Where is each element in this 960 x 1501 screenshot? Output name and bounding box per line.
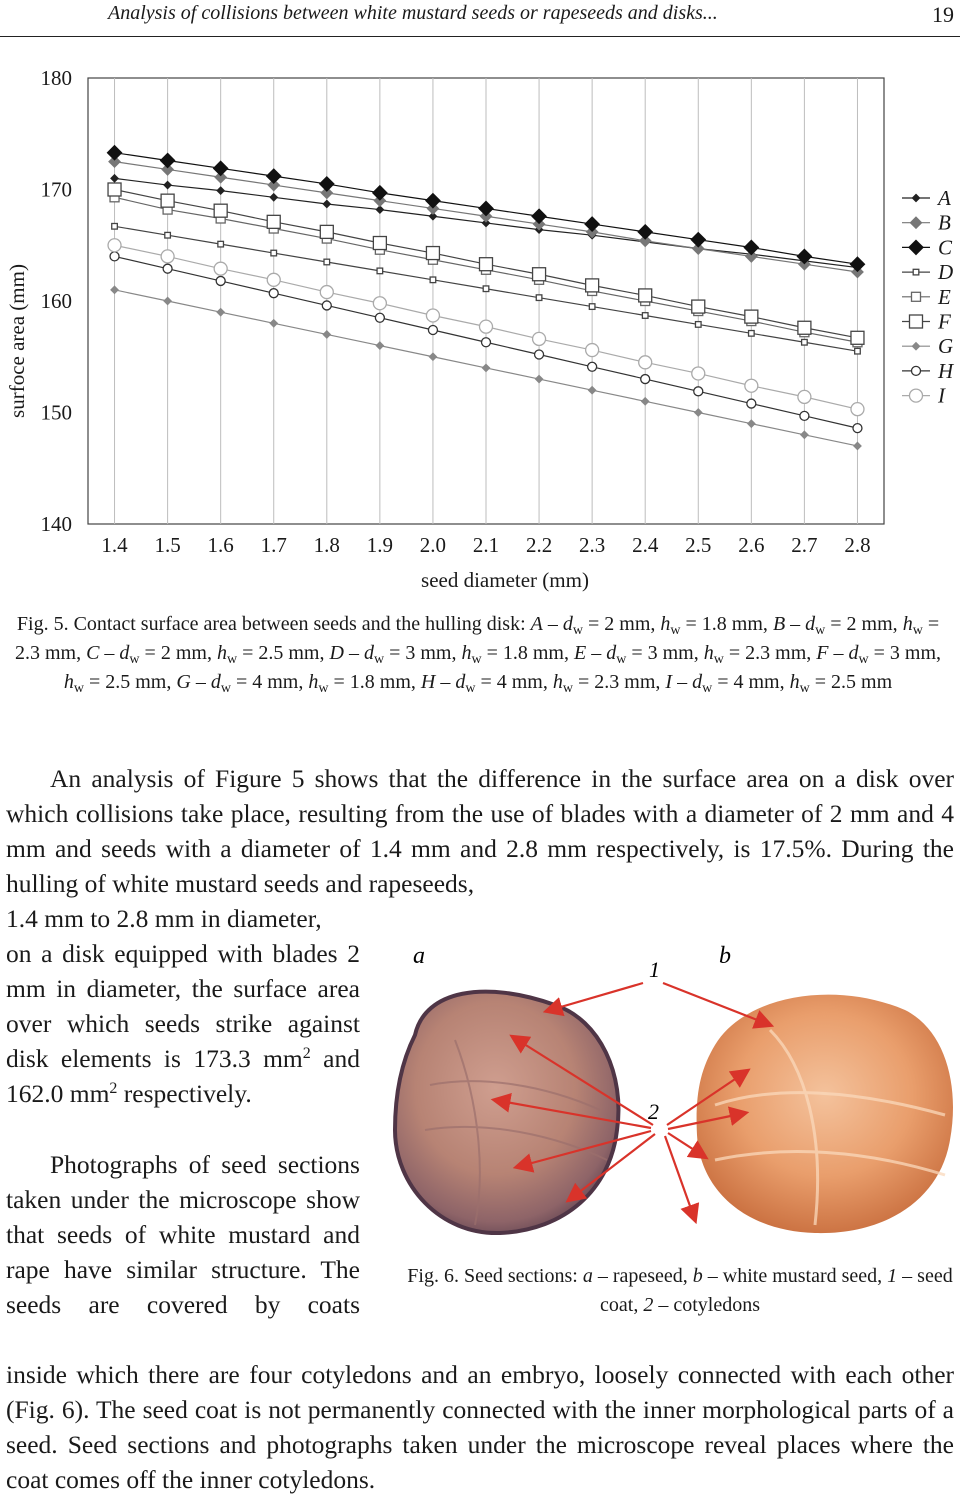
series-d-point-8 bbox=[536, 295, 542, 301]
fig5-line-chart bbox=[0, 40, 960, 600]
y-tick-label-140: 140 bbox=[40, 512, 72, 536]
caption-item-e: $E - d_w = 3$ mm, $h_w = 2.3$ mm, bbox=[574, 642, 817, 667]
series-d-point-4 bbox=[324, 259, 330, 265]
series-a-point-1 bbox=[164, 182, 171, 189]
series-i-point-7 bbox=[480, 320, 493, 333]
caption-item-f: $F - d_w = 3$ mm, $h_w = 2.5$ mm, bbox=[63, 642, 942, 696]
legend-label-b: B bbox=[938, 210, 951, 235]
series-g-point-4 bbox=[323, 331, 330, 338]
x-tick-label-14: 2.8 bbox=[844, 533, 871, 557]
legend-label-a: A bbox=[938, 186, 951, 210]
legend-marker-g bbox=[913, 343, 920, 350]
fig6-label-a: a bbox=[413, 943, 425, 969]
paragraph-1: An analysis of Figure 5 shows that the difference in the surface area on a disk over which collisions take place, resulting from the use of blades with a diameter of 2 mm and 4 mm and seeds with a diameter of 1.4 mm and 2.8 mm respectively, is 17.5%. During the hulling of white mustard seeds and rapeseeds, bbox=[6, 764, 954, 898]
y-tick-label-170: 170 bbox=[40, 177, 72, 202]
series-h-point-0 bbox=[110, 252, 119, 261]
series-f-point-0 bbox=[108, 183, 121, 196]
series-d-point-10 bbox=[642, 313, 648, 319]
fig6-caption-prefix: Fig. 6. Seed sections: bbox=[407, 1265, 578, 1287]
caption-item-c: $C - d_w = 2$ mm, $h_w = 2.5$ mm, bbox=[86, 642, 330, 667]
series-h-point-3 bbox=[269, 289, 278, 298]
series-c-point-10 bbox=[638, 225, 652, 239]
series-c-point-0 bbox=[108, 146, 122, 160]
legend-label-e: E bbox=[938, 284, 951, 309]
paragraph-2 bbox=[6, 936, 360, 1111]
x-tick-label-1: 1.5 bbox=[154, 533, 181, 557]
legend-label-f: F bbox=[938, 309, 951, 334]
series-g-point-5 bbox=[376, 342, 383, 349]
y-tick-label-160: 160 bbox=[40, 289, 72, 313]
running-header bbox=[0, 0, 960, 37]
series-d-point-5 bbox=[377, 268, 383, 274]
fig6-cap-a-text: – rapeseed, bbox=[597, 1265, 688, 1287]
legend-marker-e bbox=[912, 292, 921, 301]
x-tick-label-9: 2.3 bbox=[579, 533, 606, 557]
series-i-point-5 bbox=[373, 297, 386, 310]
legend-marker-d bbox=[913, 269, 919, 275]
series-c-point-5 bbox=[373, 186, 387, 200]
legend-label-c: C bbox=[938, 235, 953, 260]
x-tick-label-12: 2.6 bbox=[738, 533, 765, 557]
legend-marker-f bbox=[910, 315, 923, 328]
fig6-cap-1: 1 bbox=[887, 1265, 898, 1287]
series-d-point-1 bbox=[165, 232, 171, 238]
legend-marker-i bbox=[910, 389, 923, 402]
x-axis-label: seed diameter (mm) bbox=[421, 568, 589, 592]
series-i-point-1 bbox=[161, 250, 174, 263]
series-h-point-1 bbox=[163, 264, 172, 273]
series-d-point-13 bbox=[802, 339, 808, 345]
rapeseed-section bbox=[395, 992, 618, 1233]
fig6-cap-b-text: – white mustard seed, bbox=[707, 1265, 883, 1287]
series-d-point-7 bbox=[483, 286, 489, 292]
series-f-point-5 bbox=[373, 237, 386, 250]
legend-marker-c bbox=[909, 240, 923, 254]
series-c-point-4 bbox=[320, 177, 334, 191]
series-c-point-3 bbox=[267, 169, 281, 183]
series-c-point-12 bbox=[744, 240, 758, 254]
series-d-point-6 bbox=[430, 277, 436, 283]
series-i-point-2 bbox=[214, 262, 227, 275]
mustard-seed-section bbox=[697, 995, 953, 1233]
series-h-point-8 bbox=[535, 350, 544, 359]
y-axis-label: surfoce area (mm) bbox=[5, 264, 29, 418]
series-f-point-4 bbox=[320, 225, 333, 238]
series-d-point-0 bbox=[112, 223, 118, 229]
legend-label-i: I bbox=[938, 383, 945, 408]
series-c-point-1 bbox=[161, 154, 175, 168]
series-f-point-12 bbox=[745, 310, 758, 323]
series-g-point-7 bbox=[483, 364, 490, 371]
series-a-point-4 bbox=[323, 200, 330, 207]
fig6-cap-2-text: – cotyledons bbox=[658, 1294, 760, 1316]
y-tick-label-180: 180 bbox=[40, 66, 72, 90]
series-c-point-7 bbox=[479, 201, 493, 215]
fig5-caption-prefix: Fig. 5. Contact surface area between seeds and the hulling disk: bbox=[16, 613, 526, 635]
legend-marker-b bbox=[911, 217, 922, 228]
p2-text-end: respectively. bbox=[117, 1079, 252, 1108]
legend-label-g: G bbox=[938, 334, 954, 359]
caption-item-g: $G - d_w = 4$ mm, $h_w = 1.8$ mm, bbox=[176, 671, 421, 696]
legend-marker-h bbox=[912, 366, 921, 375]
coat-arrow-left bbox=[547, 983, 643, 1011]
series-g-point-14 bbox=[854, 442, 861, 449]
legend-label-h: H bbox=[938, 358, 954, 383]
series-h-point-9 bbox=[588, 362, 597, 371]
fig6-cap-b: b bbox=[692, 1265, 703, 1287]
fig6-label-2: 2 bbox=[648, 1099, 659, 1124]
p2-text-a: on a disk equipped with blades 2 mm in diameter, the surface area over which seeds strike against disk elements is 173.3 mm bbox=[6, 939, 360, 1073]
page-number: 19 bbox=[932, 2, 954, 27]
series-f-point-7 bbox=[480, 258, 493, 271]
coat-arrow-right bbox=[663, 983, 770, 1025]
series-i-point-0 bbox=[108, 239, 121, 252]
p2-superscript-1: 2 bbox=[302, 1045, 311, 1062]
series-g-point-0 bbox=[111, 286, 118, 293]
paragraph-3-narrow: Photographs of seed sections taken under the microscope show that seeds of white mustard and rape have similar structure. The seeds are covered by coats bbox=[6, 1150, 360, 1319]
series-h-point-2 bbox=[216, 276, 225, 285]
series-g-point-13 bbox=[801, 431, 808, 438]
series-i-point-14 bbox=[851, 403, 864, 416]
paragraph-3-full: inside which there are four cotyledons and an embryo, loosely connected with each other (Fig. 6). The seed coat is not permanently connected with the inner morphological parts of a seed. Seed sections and photographs taken under the microscope reveal places where the coat comes off the inner cotyledons. bbox=[6, 1360, 954, 1494]
series-d-point-3 bbox=[271, 250, 277, 256]
p2-text-and: and 162.0 mm bbox=[6, 1044, 360, 1108]
series-d-point-11 bbox=[695, 322, 701, 328]
caption-item-a: $A - d_w = 2$ mm, $h_w = 1.8$ mm, bbox=[530, 613, 773, 638]
series-c-point-9 bbox=[585, 217, 599, 231]
series-g-point-11 bbox=[695, 409, 702, 416]
fig6-seed-photo bbox=[385, 935, 960, 1260]
x-tick-label-11: 2.5 bbox=[685, 533, 712, 557]
y-tick-label-150: 150 bbox=[40, 400, 72, 425]
series-a-point-2 bbox=[217, 187, 224, 194]
series-g-point-2 bbox=[217, 309, 224, 316]
series-h-point-11 bbox=[694, 387, 703, 396]
legend-marker-a bbox=[913, 195, 920, 202]
series-h-point-14 bbox=[853, 424, 862, 433]
series-f-point-6 bbox=[426, 247, 439, 260]
series-h-point-6 bbox=[428, 325, 437, 334]
caption-item-b: $B - d_w = 2$ mm, $h_w = 2.3$ mm, bbox=[14, 613, 940, 664]
paragraph-2-first-line: 1.4 mm to 2.8 mm in diameter, bbox=[6, 904, 322, 933]
series-i-point-8 bbox=[533, 332, 546, 345]
series-g-point-6 bbox=[429, 353, 436, 360]
series-h-point-5 bbox=[375, 313, 384, 322]
x-tick-label-4: 1.8 bbox=[313, 533, 340, 557]
series-f-point-14 bbox=[851, 331, 864, 344]
series-h-point-7 bbox=[482, 338, 491, 347]
series-a-point-0 bbox=[111, 175, 118, 182]
series-i-point-6 bbox=[426, 309, 439, 322]
series-i-point-12 bbox=[745, 379, 758, 392]
fig6-cap-a: a bbox=[582, 1265, 593, 1287]
series-h-point-10 bbox=[641, 375, 650, 384]
series-h-point-12 bbox=[747, 399, 756, 408]
series-g-point-10 bbox=[642, 398, 649, 405]
x-tick-label-7: 2.1 bbox=[472, 533, 500, 557]
series-c-point-14 bbox=[850, 257, 864, 271]
series-i-point-10 bbox=[639, 356, 652, 369]
running-title: Analysis of collisions between white mustard seeds or rapeseeds and disks... bbox=[108, 2, 718, 24]
series-g-point-12 bbox=[748, 420, 755, 427]
fig6-label-1: 1 bbox=[649, 957, 660, 982]
series-i-point-4 bbox=[320, 286, 333, 299]
series-g-point-8 bbox=[536, 376, 543, 383]
x-tick-label-0: 1.4 bbox=[101, 533, 128, 557]
x-tick-label-5: 1.9 bbox=[366, 533, 393, 557]
series-f-point-1 bbox=[161, 194, 174, 207]
series-c-point-2 bbox=[214, 161, 228, 175]
series-d-point-9 bbox=[589, 304, 595, 310]
series-a-point-3 bbox=[270, 194, 277, 201]
fig5-caption bbox=[8, 610, 948, 697]
series-f-point-3 bbox=[267, 215, 280, 228]
series-c-point-11 bbox=[691, 233, 705, 247]
fig6-cap-2: 2 bbox=[643, 1294, 654, 1316]
caption-item-h: $H - d_w = 4$ mm, $h_w = 2.3$ mm, bbox=[420, 671, 666, 696]
x-tick-label-10: 2.4 bbox=[632, 533, 659, 557]
caption-item-d: $D - d_w = 3$ mm, $h_w = 1.8$ mm, bbox=[329, 642, 574, 667]
series-f-point-13 bbox=[798, 321, 811, 334]
x-tick-label-3: 1.7 bbox=[260, 533, 287, 557]
series-g-point-1 bbox=[164, 298, 171, 305]
series-i-point-11 bbox=[692, 367, 705, 380]
fig6-label-b: b bbox=[719, 943, 731, 969]
series-g-point-3 bbox=[270, 320, 277, 327]
series-d-point-14 bbox=[855, 348, 861, 354]
series-i-point-13 bbox=[798, 390, 811, 403]
series-g-point-9 bbox=[589, 387, 596, 394]
x-tick-label-6: 2.0 bbox=[419, 533, 447, 557]
fig6-caption bbox=[395, 1262, 960, 1320]
legend-label-d: D bbox=[938, 260, 954, 285]
series-f-point-9 bbox=[586, 279, 599, 292]
series-a-point-5 bbox=[376, 206, 383, 213]
series-f-point-8 bbox=[533, 268, 546, 281]
series-i-point-9 bbox=[586, 344, 599, 357]
series-f-point-11 bbox=[692, 300, 705, 313]
series-d-point-2 bbox=[218, 241, 224, 247]
series-h-point-13 bbox=[800, 411, 809, 420]
x-tick-label-13: 2.7 bbox=[791, 533, 818, 557]
series-h-point-4 bbox=[322, 301, 331, 310]
p2-superscript-2: 2 bbox=[109, 1080, 118, 1097]
series-f-point-10 bbox=[639, 289, 652, 302]
series-f-point-2 bbox=[214, 204, 227, 217]
caption-item-i: $I - d_w = 4$ mm, $h_w = 2.5$ mm bbox=[665, 671, 893, 696]
series-c-point-6 bbox=[426, 194, 440, 208]
series-c-point-8 bbox=[532, 209, 546, 223]
x-tick-label-2: 1.6 bbox=[207, 533, 234, 557]
x-tick-label-8: 2.2 bbox=[525, 533, 553, 557]
fig6-cap-1-text: – seed coat, bbox=[600, 1265, 953, 1316]
series-i-point-3 bbox=[267, 273, 280, 286]
series-d-point-12 bbox=[749, 331, 755, 337]
